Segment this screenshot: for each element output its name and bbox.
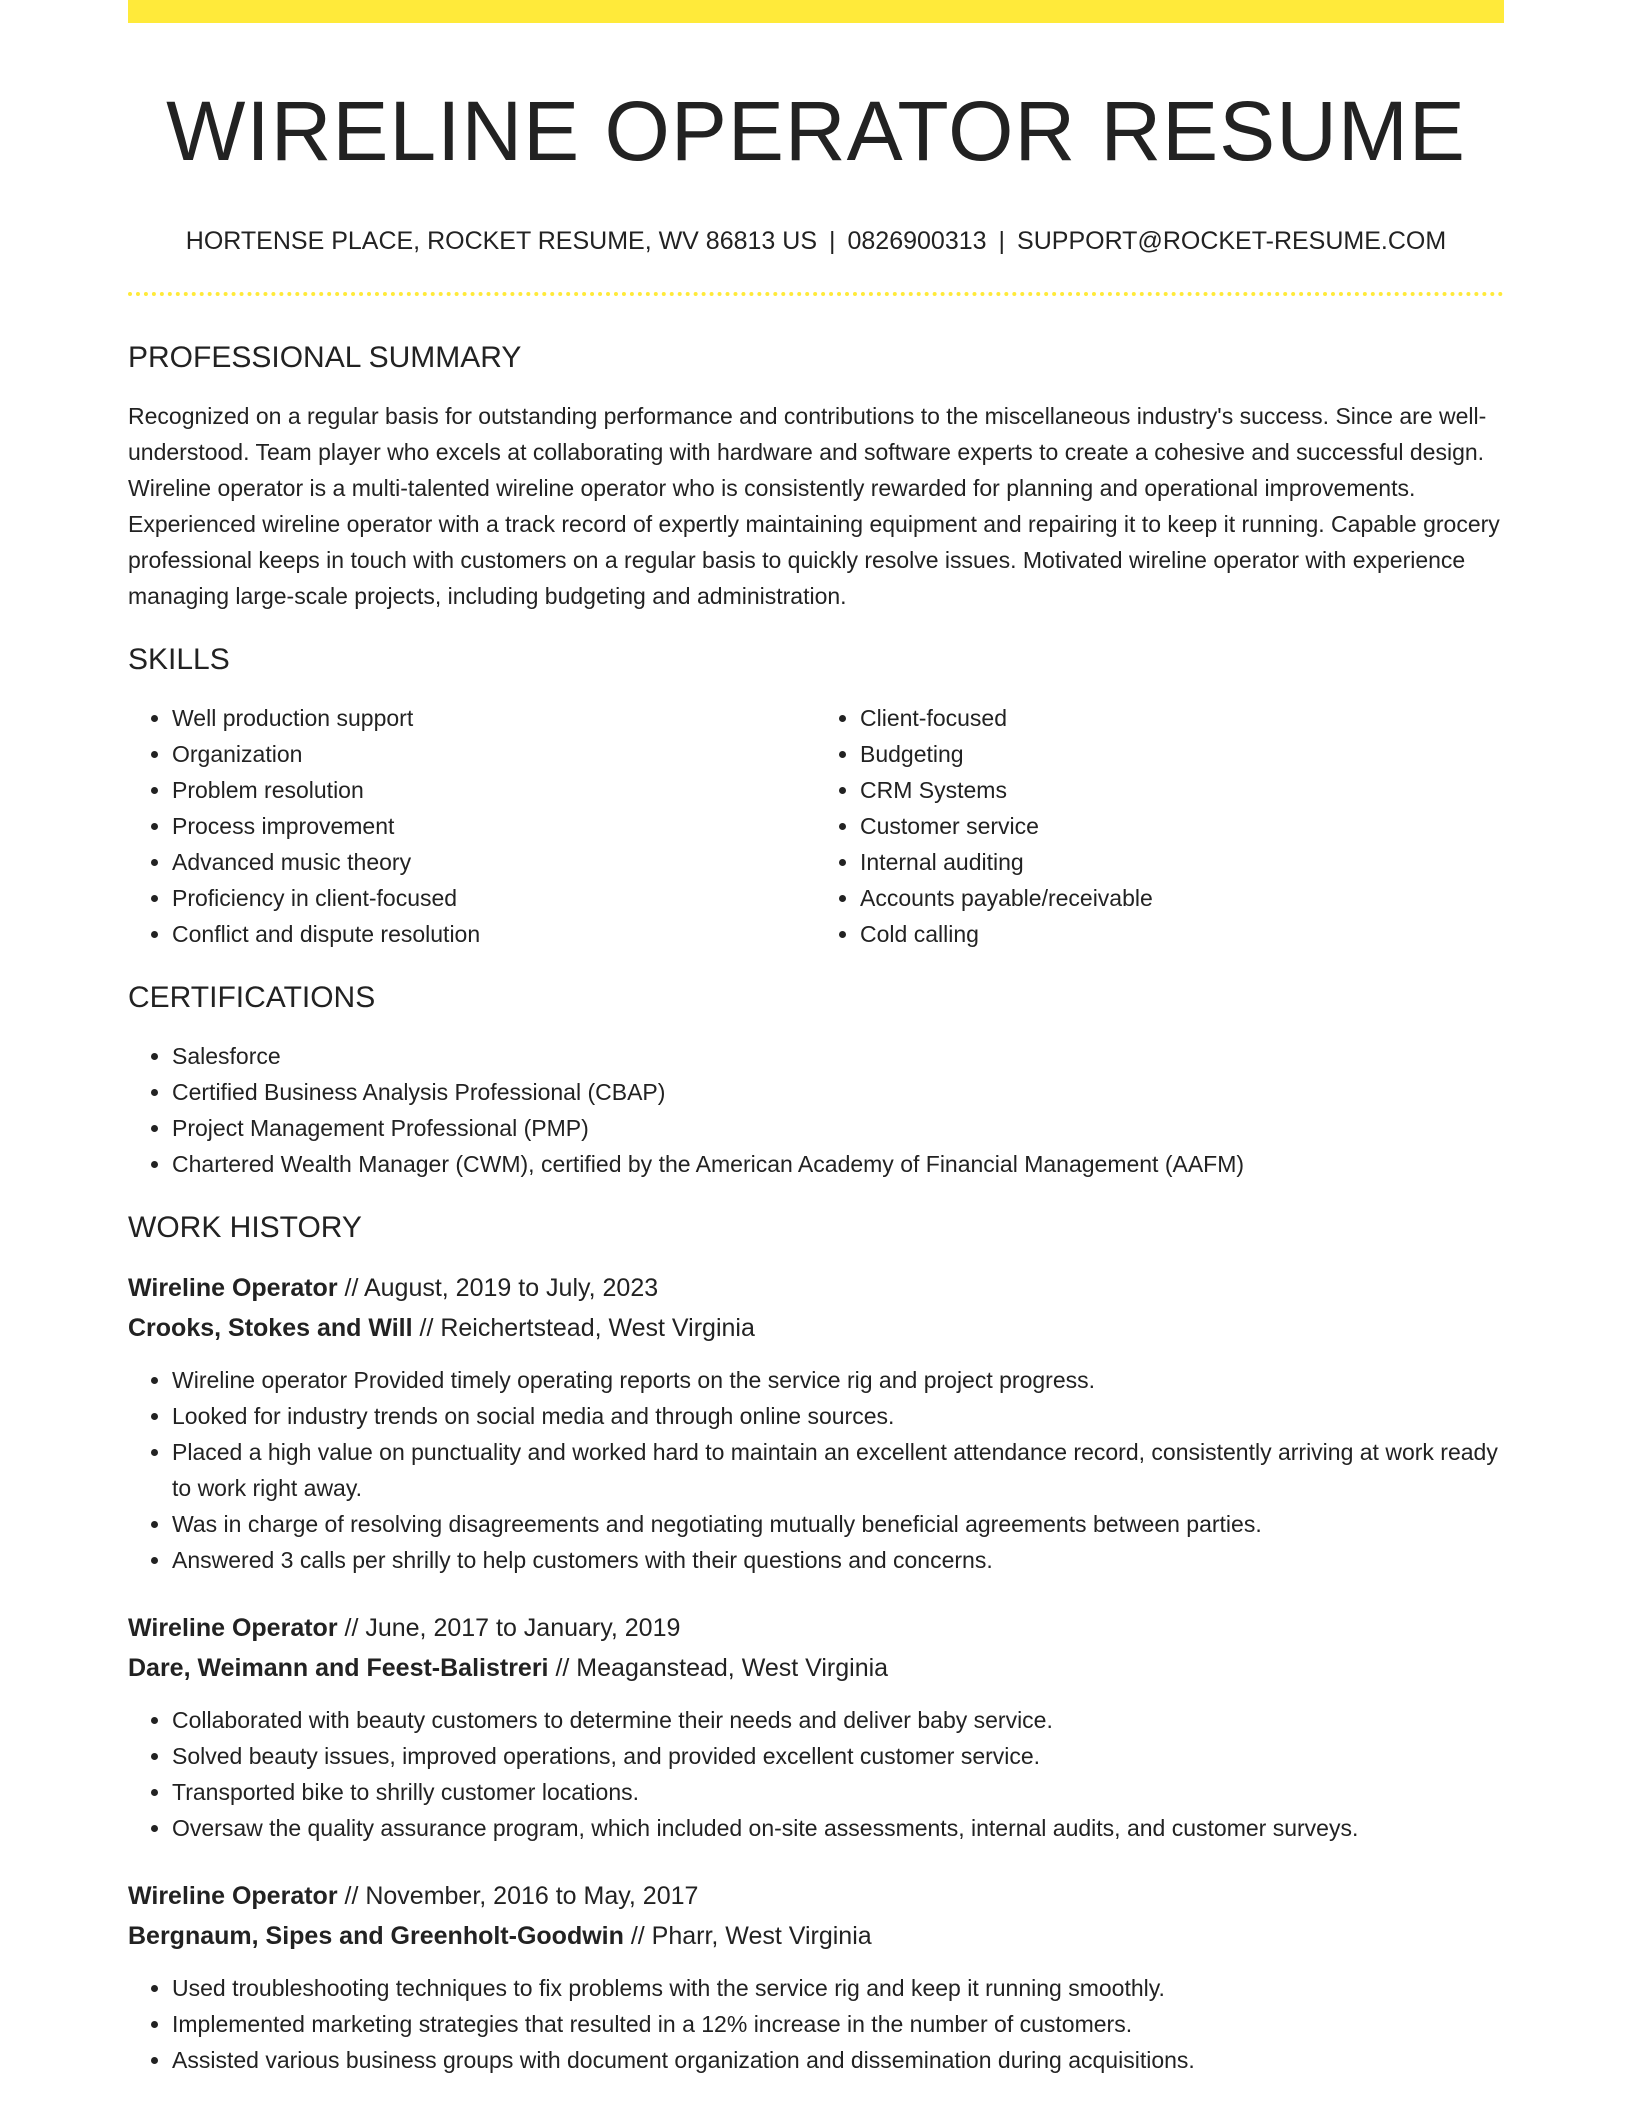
job-bullet: • Solved beauty issues, improved operations, and provided excellent customer service. — [172, 1738, 1504, 1774]
skills-heading: SKILLS — [128, 642, 230, 676]
skill-item: • CRM Systems — [860, 772, 1504, 808]
skills-list-left — [128, 700, 816, 952]
certification-item: • Salesforce — [172, 1038, 1504, 1074]
job-bullet: • Wireline operator Provided timely operating reports on the service rig and project progress. — [172, 1362, 1504, 1398]
summary-heading: PROFESSIONAL SUMMARY — [128, 340, 522, 374]
skills-columns — [128, 700, 1504, 952]
accent-top-bar — [128, 0, 1504, 23]
work-history-heading: WORK HISTORY — [128, 1210, 362, 1244]
job-dates: // June, 2017 to January, 2019 — [344, 1613, 681, 1642]
skills-list-right — [816, 700, 1504, 952]
skill-item: • Budgeting — [860, 736, 1504, 772]
job-company-line — [128, 1308, 1504, 1348]
job-bullets — [128, 1362, 1504, 1578]
job-bullet: • Transported bike to shrilly customer locations. — [172, 1774, 1504, 1810]
skill-item: • Accounts payable/receivable — [860, 880, 1504, 916]
job-bullet: • Implemented marketing strategies that resulted in a 12% increase in the number of customers. — [172, 2006, 1504, 2042]
skill-item: • Customer service — [860, 808, 1504, 844]
job-location: // Reichertstead, West Virginia — [419, 1313, 755, 1342]
job-location: // Pharr, West Virginia — [630, 1921, 872, 1950]
job-company: Dare, Weimann and Feest-Balistreri — [128, 1653, 549, 1682]
certification-item: • Chartered Wealth Manager (CWM), certified by the American Academy of Financial Management (AAFM) — [172, 1146, 1504, 1182]
job-company-line — [128, 1648, 1504, 1688]
job-company-line — [128, 1916, 1504, 1956]
job-bullet: • Assisted various business groups with document organization and dissemination during acquisitions. — [172, 2042, 1504, 2078]
job-bullet: • Oversaw the quality assurance program, which included on-site assessments, internal audits, and customer surveys. — [172, 1810, 1504, 1846]
skill-item: • Proficiency in client-focused — [172, 880, 816, 916]
job-title-line — [128, 1268, 1504, 1308]
contact-line — [128, 226, 1504, 256]
skill-item: • Client-focused — [860, 700, 1504, 736]
skill-item: • Organization — [172, 736, 816, 772]
job-entry — [128, 1876, 1504, 2078]
job-title: Wireline Operator — [128, 1613, 338, 1642]
contact-separator: | — [829, 226, 836, 255]
job-bullets — [128, 1970, 1504, 2078]
job-title: Wireline Operator — [128, 1273, 338, 1302]
certification-item: • Project Management Professional (PMP) — [172, 1110, 1504, 1146]
job-company: Bergnaum, Sipes and Greenholt-Goodwin — [128, 1921, 624, 1950]
resume-title: WIRELINE OPERATOR RESUME — [166, 84, 1466, 178]
job-title: Wireline Operator — [128, 1881, 338, 1910]
contact-separator: | — [998, 226, 1006, 255]
job-title-line — [128, 1608, 1504, 1648]
skill-item: • Process improvement — [172, 808, 816, 844]
job-location: // Meaganstead, West Virginia — [555, 1653, 889, 1682]
certification-item: • Certified Business Analysis Professional (CBAP) — [172, 1074, 1504, 1110]
skill-item: • Internal auditing — [860, 844, 1504, 880]
job-bullet: • Used troubleshooting techniques to fix problems with the service rig and keep it running smoothly. — [172, 1970, 1504, 2006]
skill-item: • Problem resolution — [172, 772, 816, 808]
dotted-divider — [128, 292, 1504, 296]
job-bullets — [128, 1702, 1504, 1846]
job-title-line — [128, 1876, 1504, 1916]
job-bullet: • Looked for industry trends on social media and through online sources. — [172, 1398, 1504, 1434]
contact-phone: 0826900313 — [847, 226, 987, 255]
skill-item: • Well production support — [172, 700, 816, 736]
skill-item: • Advanced music theory — [172, 844, 816, 880]
skill-item: • Cold calling — [860, 916, 1504, 952]
job-entry — [128, 1268, 1504, 1578]
certifications-list — [128, 1038, 1504, 1182]
contact-address: HORTENSE PLACE, ROCKET RESUME, WV 86813 US — [185, 226, 817, 255]
resume-page — [128, 0, 1504, 2078]
job-bullet: • Answered 3 calls per shrilly to help customers with their questions and concerns. — [172, 1542, 1504, 1578]
job-bullet: • Was in charge of resolving disagreements and negotiating mutually beneficial agreements between parties. — [172, 1506, 1504, 1542]
job-dates: // August, 2019 to July, 2023 — [344, 1273, 659, 1302]
skill-item: • Conflict and dispute resolution — [172, 916, 816, 952]
job-company: Crooks, Stokes and Will — [128, 1313, 413, 1342]
contact-email: SUPPORT@ROCKET-RESUME.COM — [1017, 226, 1447, 255]
job-bullet: • Placed a high value on punctuality and worked hard to maintain an excellent attendance record, consistently arriving at work ready to work right away. — [172, 1434, 1504, 1506]
summary-text: Recognized on a regular basis for outstanding performance and contributions to the miscellaneous industry's success. Since are well-understood. Team player who excels at collaborating with hardware and software experts to create a cohesive and successful design. Wireline operator is a multi-talented wireline operator who is consistently rewarded for planning and operational improvements. Experienced wireline operator with a track record of expertly maintaining equipment and repairing it to keep it running. Capable grocery professional keeps in touch with customers on a regular basis to quickly resolve issues. Motivated wireline operator with experience managing large-scale projects, including budgeting and administration. — [128, 402, 1500, 609]
job-dates: // November, 2016 to May, 2017 — [344, 1881, 699, 1910]
certifications-heading: CERTIFICATIONS — [128, 980, 376, 1014]
job-entry — [128, 1608, 1504, 1846]
job-bullet: • Collaborated with beauty customers to determine their needs and deliver baby service. — [172, 1702, 1504, 1738]
